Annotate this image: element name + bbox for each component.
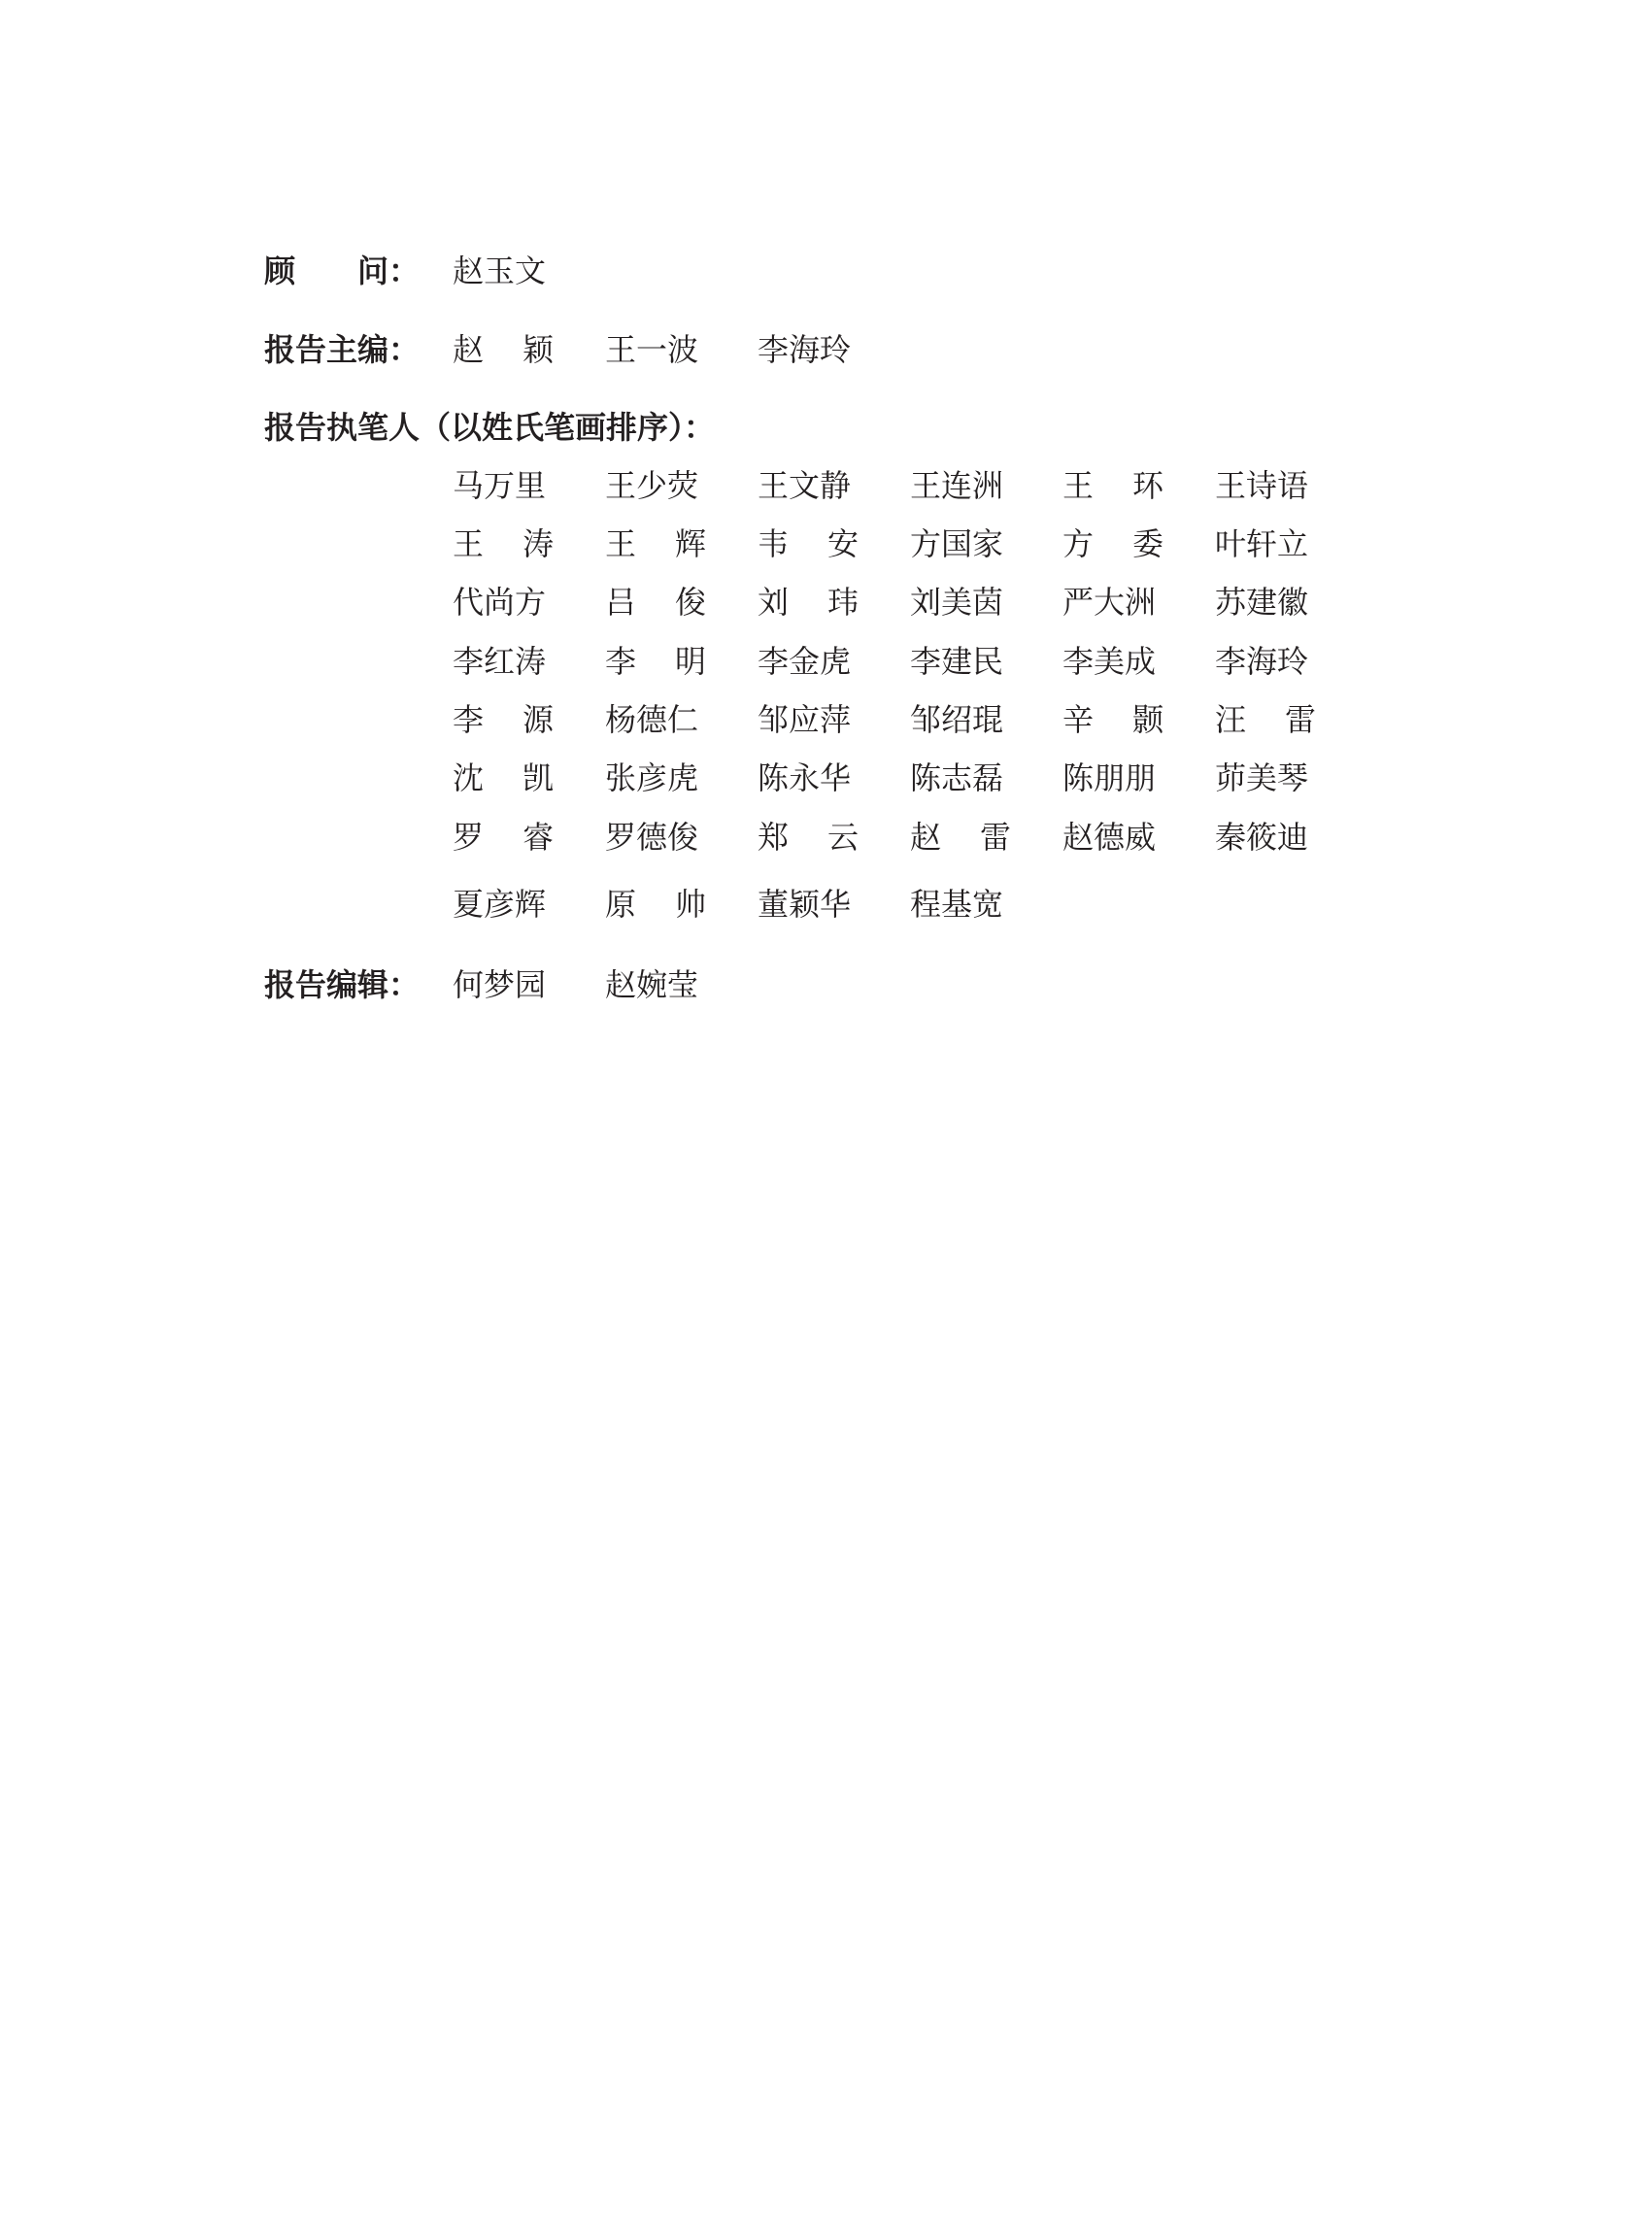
- author-name: 程基宽: [910, 886, 1004, 923]
- author-name: 李红涛: [453, 643, 547, 680]
- author-name: 代尚方: [453, 584, 547, 621]
- author-name: 方 委: [1062, 525, 1163, 562]
- author-name: 马万里: [453, 467, 547, 504]
- author-name: 李美成: [1062, 643, 1157, 680]
- author-name: 李 源: [453, 701, 554, 738]
- advisor-label: [264, 252, 420, 290]
- author-name: 原 帅: [605, 886, 706, 923]
- author-name: 辛 颢: [1062, 701, 1163, 738]
- report-editor-name: 何梦园: [453, 966, 547, 1003]
- author-name: 苏建徽: [1215, 584, 1309, 621]
- author-name: 王连洲: [910, 467, 1004, 504]
- author-name: 邹绍琨: [910, 701, 1004, 738]
- author-name: 赵 雷: [910, 819, 1011, 856]
- report-editor-name: 赵婉莹: [605, 966, 699, 1003]
- author-name: 王 辉: [605, 525, 706, 562]
- author-name: 叶轩立: [1215, 525, 1309, 562]
- author-name: 罗 睿: [453, 819, 554, 856]
- author-name: 赵德威: [1062, 819, 1157, 856]
- author-name: 严大洲: [1062, 584, 1157, 621]
- chief-editors-label: 报告主编：: [264, 331, 421, 368]
- author-name: 杨德仁: [605, 701, 699, 738]
- author-name: 刘美茵: [910, 584, 1004, 621]
- author-name: 秦筱迪: [1215, 819, 1309, 856]
- author-name: 汪 雷: [1215, 701, 1316, 738]
- author-name: 张彦虎: [605, 759, 699, 796]
- author-name: 夏彦辉: [453, 886, 547, 923]
- author-name: 王诗语: [1215, 467, 1309, 504]
- author-name: 吕 俊: [605, 584, 706, 621]
- author-name: 陈永华: [758, 759, 852, 796]
- author-name: 王少荧: [605, 467, 699, 504]
- chief-editor-name: 李海玲: [758, 331, 852, 368]
- author-name: 邹应萍: [758, 701, 852, 738]
- author-name: 李金虎: [758, 643, 852, 680]
- advisor-name: 赵玉文: [453, 253, 547, 289]
- author-name: 王 环: [1062, 467, 1163, 504]
- author-name: 李海玲: [1215, 643, 1309, 680]
- author-name: 陈志磊: [910, 759, 1004, 796]
- author-name: 韦 安: [758, 525, 859, 562]
- advisor-label-a: 顾: [264, 253, 296, 289]
- author-name: 王文静: [758, 467, 852, 504]
- author-name: 王 涛: [453, 525, 554, 562]
- authors-label: 报告执笔人（以姓氏笔画排序）：: [264, 409, 716, 446]
- author-name: 罗德俊: [605, 819, 699, 856]
- author-name: 董颖华: [758, 886, 852, 923]
- author-name: 李 明: [605, 643, 706, 680]
- chief-editor-name: 王一波: [605, 331, 699, 368]
- author-name: 郑 云: [758, 819, 859, 856]
- author-name: 刘 玮: [758, 584, 859, 621]
- author-name: 沈 凯: [453, 759, 554, 796]
- author-name: 方国家: [910, 525, 1004, 562]
- chief-editor-name: 赵 颖: [453, 331, 554, 368]
- author-name: 陈朋朋: [1062, 759, 1157, 796]
- report-editors-label: 报告编辑：: [264, 966, 421, 1003]
- advisor-label-b: 问：: [357, 253, 421, 289]
- author-name: 茆美琴: [1215, 759, 1309, 796]
- author-name: 李建民: [910, 643, 1004, 680]
